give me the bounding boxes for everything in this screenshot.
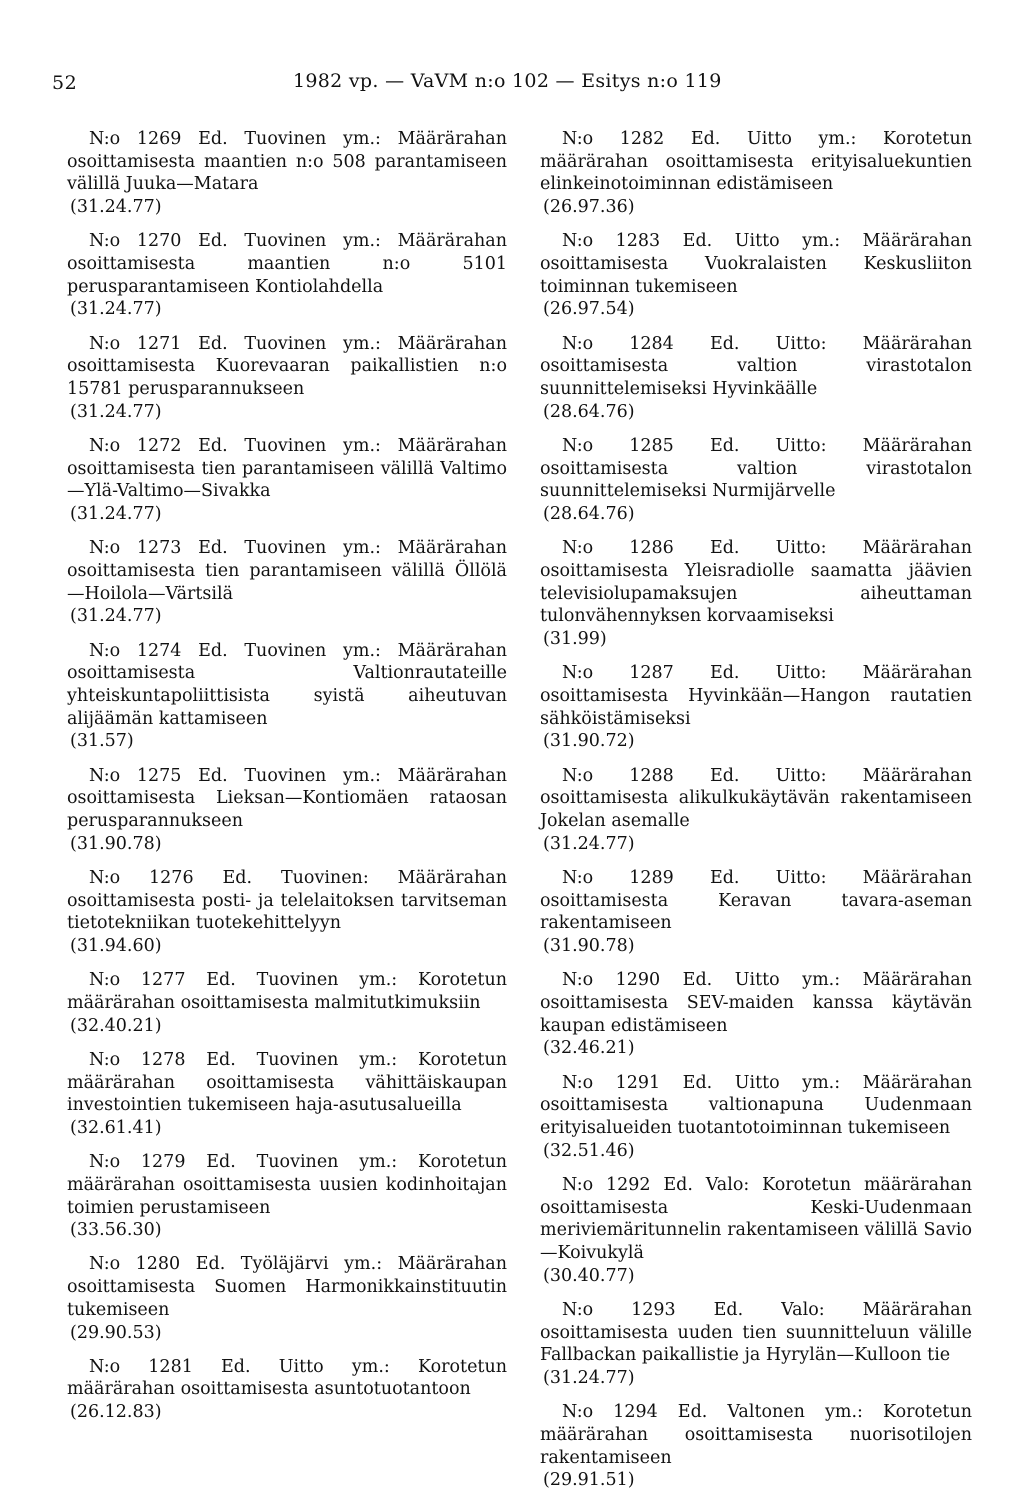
motion-text: N:o 1280 Ed. Työläjärvi ym.: Määrärahan osoittamisesta Suomen Harmonikkainstituutin tukemiseen [67,1254,507,1320]
budget-item-code: (33.56.30) [70,1220,162,1241]
budget-item-code: (32.61.41) [70,1117,162,1138]
motion-text: N:o 1288 Ed. Uitto: Määrärahan osoittamisesta alikulkukäytävän rakentamiseen Jokelan asemalle [540,765,972,831]
budget-item-code: (26.97.36) [543,197,635,218]
motion-text: N:o 1293 Ed. Valo: Määrärahan osoittamisesta uuden tien suunnitteluun välille Fallbackan paikallistie ja Hyrylän—Kulloon tie [540,1299,972,1366]
budget-item-code: (31.24.77) [543,1367,635,1388]
motion-text: N:o 1275 Ed. Tuovinen ym.: Määrärahan osoittamisesta Lieksan—Kontiomäen rataosan perusparannukseen [67,765,507,831]
motion-text: N:o 1286 Ed. Uitto: Määrärahan osoittamisesta Yleisradiolle saamatta jäävien televisiolupamaksujen aiheuttaman tulonvähennyksen korvaamiseksi [540,538,972,627]
budget-item-code: (26.12.83) [70,1402,162,1423]
motion-entry [540,1174,972,1288]
motion-text: N:o 1273 Ed. Tuovinen ym.: Määrärahan osoittamisesta tien parantamiseen välillä Öllölä —Hoilola—Värtsilä [67,538,507,604]
motion-text: N:o 1274 Ed. Tuovinen ym.: Määrärahan osoittamisesta Valtionrautateille yhteiskuntapoliittisista syistä aiheutuvan alijäämän kattamiseen [67,640,507,729]
motion-text: N:o 1291 Ed. Uitto ym.: Määrärahan osoittamisesta valtionapuna Uudenmaan erityisalueiden tuotantotoiminnan tukemiseen [540,1072,972,1138]
budget-item-code: (31.99) [543,629,607,650]
budget-item-code: (31.24.77) [70,401,162,422]
motion-entry [540,662,972,753]
page-number: 52 [52,72,78,94]
budget-item-code: (31.24.77) [70,197,162,218]
motion-entry [540,230,972,321]
motion-entry [540,435,972,526]
motion-entry [67,1049,507,1140]
motion-entry [67,435,507,526]
motion-entry [67,230,507,321]
motion-entry [540,867,972,958]
motion-entry [67,969,507,1037]
budget-item-code: (31.90.78) [70,833,162,854]
motion-text: N:o 1283 Ed. Uitto ym.: Määrärahan osoittamisesta Vuokralaisten Keskusliiton toiminnan tukemiseen [540,231,972,297]
motion-entry [67,1151,507,1242]
motion-entry [540,765,972,856]
budget-item-code: (26.97.54) [543,299,635,320]
motion-text: N:o 1290 Ed. Uitto ym.: Määrärahan osoittamisesta SEV-maiden kanssa käytävän kaupan edistämiseen [540,970,972,1036]
budget-item-code: (29.91.51) [543,1470,635,1491]
motion-text: N:o 1294 Ed. Valtonen ym.: Korotetun määrärahan osoittamisesta nuorisotilojen rakentamiseen [540,1402,972,1468]
budget-item-code: (31.24.77) [70,299,162,320]
motion-text: N:o 1271 Ed. Tuovinen ym.: Määrärahan osoittamisesta Kuorevaaran paikallistien n:o 15781 perusparannukseen [67,333,507,400]
motion-entry [67,867,507,958]
motion-text: N:o 1284 Ed. Uitto: Määrärahan osoittamisesta valtion virastotalon suunnittelemiseksi Hyvinkäälle [540,333,972,400]
budget-item-code: (32.40.21) [70,1015,162,1036]
motion-text: N:o 1272 Ed. Tuovinen ym.: Määrärahan osoittamisesta tien parantamiseen välillä Valtimo—Ylä-Valtimo—Sivakka [67,435,507,502]
budget-item-code: (31.90.78) [543,936,635,956]
budget-item-code: (32.51.46) [543,1140,635,1161]
motion-entry [67,333,507,424]
budget-item-code: (29.90.53) [70,1322,162,1343]
budget-item-code: (31.24.77) [70,606,162,627]
motion-text: N:o 1282 Ed. Uitto ym.: Korotetun määrärahan osoittamisesta erityisaluekuntien elinkeinotoiminnan edistämiseen [540,129,972,195]
motion-entry [540,969,972,1060]
motion-entry [540,1072,972,1163]
motion-entry [67,1253,507,1344]
motion-text: N:o 1281 Ed. Uitto ym.: Korotetun määrärahan osoittamisesta asuntotuotantoon [67,1356,507,1400]
budget-item-code: (31.24.77) [543,833,635,854]
budget-item-code: (28.64.76) [543,504,635,525]
motion-text: N:o 1278 Ed. Tuovinen ym.: Korotetun määrärahan osoittamisesta vähittäiskaupan investointien tukemiseen haja-asutusalueilla [67,1049,507,1116]
motion-text: N:o 1270 Ed. Tuovinen ym.: Määrärahan osoittamisesta maantien n:o 5101 perusparantamiseen Kontiolahdella [67,231,507,297]
motion-entry [67,765,507,856]
running-header: 1982 vp. — VaVM n:o 102 — Esitys n:o 119 [293,70,722,92]
motion-entry [540,128,972,219]
motion-entry [540,1401,972,1492]
motion-entry [540,537,972,651]
motion-text: N:o 1269 Ed. Tuovinen ym.: Määrärahan osoittamisesta maantien n:o 508 parantamiseen välillä Juuka—Matara [67,129,507,195]
motion-entry [67,640,507,754]
budget-item-code: (31.90.72) [543,731,635,752]
motion-entry [67,1356,507,1424]
motion-entry [540,1299,972,1390]
motion-text: N:o 1276 Ed. Tuovinen: Määrärahan osoittamisesta posti- ja telelaitoksen tarvitseman tietotekniikan tuotekehittelyyn [67,867,507,934]
left-column [67,128,507,1435]
budget-item-code: (32.46.21) [543,1038,635,1059]
motion-text: N:o 1287 Ed. Uitto: Määrärahan osoittamisesta Hyvinkään—Hangon rautatien sähköistämiseksi [540,663,972,729]
motion-text: N:o 1289 Ed. Uitto: Määrärahan osoittamisesta Keravan tavara-aseman rakentamiseen [540,867,972,934]
motion-entry [67,128,507,219]
budget-item-code: (31.57) [70,731,134,752]
motion-entry [540,333,972,424]
right-column [540,128,972,1503]
budget-item-code: (28.64.76) [543,401,635,422]
motion-text: N:o 1285 Ed. Uitto: Määrärahan osoittamisesta valtion virastotalon suunnittelemiseksi Nurmijärvelle [540,435,972,502]
budget-item-code: (31.94.60) [70,936,162,956]
budget-item-code: (31.24.77) [70,504,162,525]
motion-text: N:o 1279 Ed. Tuovinen ym.: Korotetun määrärahan osoittamisesta uusien kodinhoitajan toimien perustamiseen [67,1152,507,1218]
motion-entry [67,537,507,628]
budget-item-code: (30.40.77) [543,1265,635,1286]
motion-text: N:o 1277 Ed. Tuovinen ym.: Korotetun määrärahan osoittamisesta malmitutkimuksiin [67,970,507,1013]
motion-text: N:o 1292 Ed. Valo: Korotetun määrärahan osoittamisesta Keski-Uudenmaan meriviemäritunnelin rakentamiseen välillä Savio—Koivukylä [540,1174,972,1263]
